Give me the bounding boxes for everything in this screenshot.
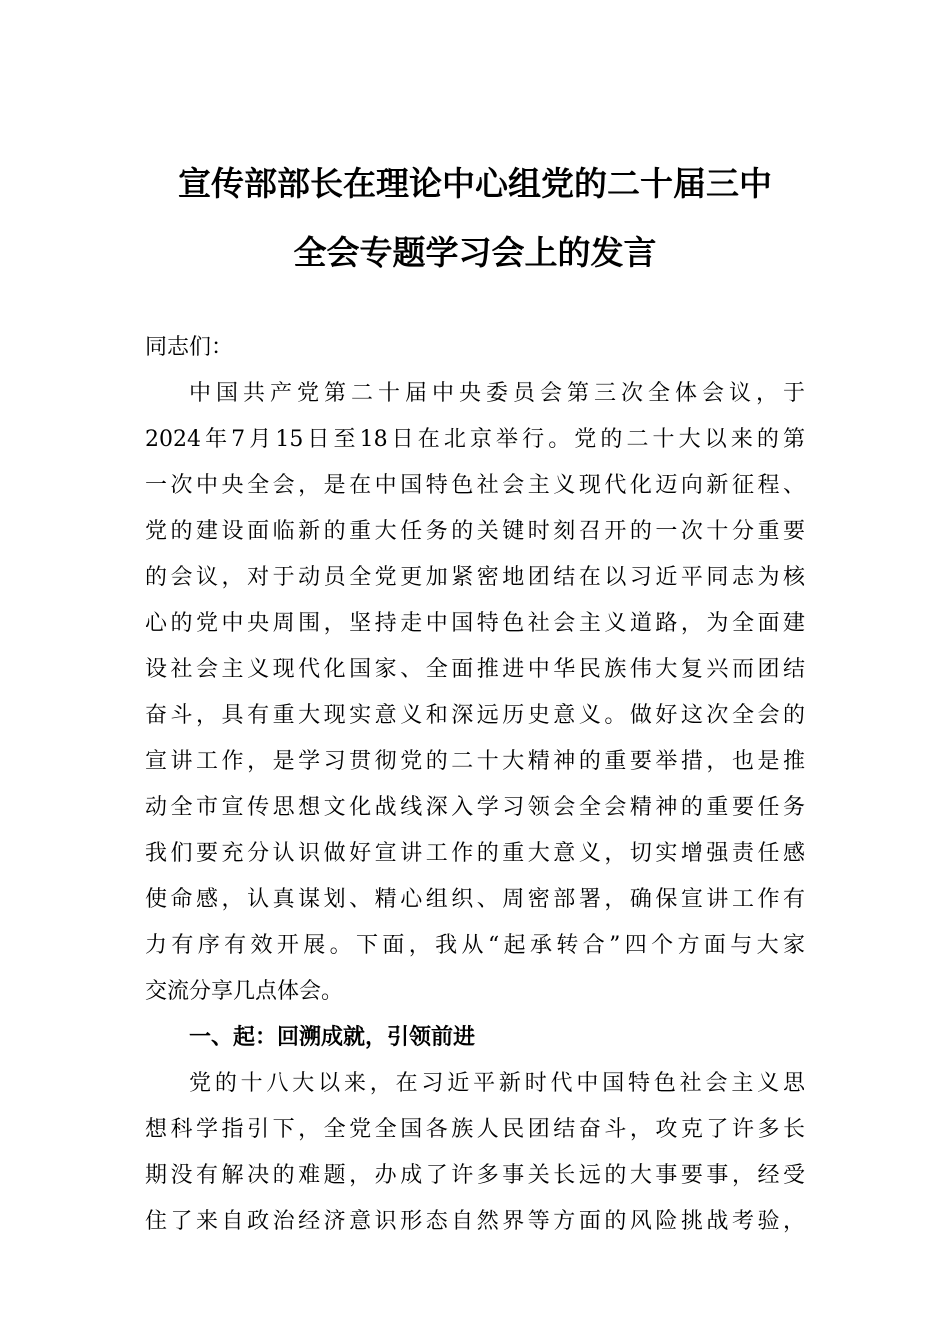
paragraph-1-line: 2024年7月15日至18日在北京举行。党的二十大以来的第 <box>145 427 805 452</box>
paragraph-2-line: 住了来自政治经济意识形态自然界等方面的风险挑战考验， <box>145 1209 805 1234</box>
document-body <box>145 325 805 1245</box>
document-title-line-2: 全会专题学习会上的发言 <box>293 233 657 272</box>
paragraph-1-line: 奋斗，具有重大现实意义和深远历史意义。做好这次全会的 <box>145 703 805 728</box>
paragraph-1-line: 宣讲工作，是学习贯彻党的二十大精神的重要举措，也是推 <box>145 749 805 774</box>
paragraph-1-line: 交流分享几点体会。 <box>145 979 344 1004</box>
paragraph-1-line: 中国共产党第二十届中央委员会第三次全体会议，于 <box>189 381 805 406</box>
paragraph-1-line: 设社会主义现代化国家、全面推进中华民族伟大复兴而团结 <box>145 657 805 682</box>
paragraph-2-line: 想科学指引下，全党全国各族人民团结奋斗，攻克了许多长 <box>145 1117 805 1142</box>
paragraph-2 <box>145 1061 805 1245</box>
paragraph-1-line: 的会议，对于动员全党更加紧密地团结在以习近平同志为核 <box>145 565 805 590</box>
paragraph-1-line: 力有序有效开展。下面，我从“起承转合”四个方面与大家 <box>145 933 805 958</box>
salutation: 同志们： <box>145 335 234 360</box>
paragraph-2-line: 期没有解决的难题，办成了许多事关长远的大事要事，经受 <box>145 1163 805 1188</box>
paragraph-1-line: 动全市宣传思想文化战线深入学习领会全会精神的重要任务 <box>145 795 805 820</box>
paragraph-1-line: 党的建设面临新的重大任务的关键时刻召开的一次十分重要 <box>145 519 805 544</box>
paragraph-1-line: 我们要充分认识做好宣讲工作的重大意义，切实增强责任感 <box>145 841 805 866</box>
paragraph-1-line: 心的党中央周围，坚持走中国特色社会主义道路，为全面建 <box>145 611 805 636</box>
document-title-line-1: 宣传部部长在理论中心组党的二十届三中 <box>178 164 772 203</box>
section-1-heading: 一、起：回溯成就，引领前进 <box>189 1025 476 1050</box>
paragraph-1 <box>145 371 805 1015</box>
paragraph-2-line: 党的十八大以来，在习近平新时代中国特色社会主义思 <box>189 1071 805 1096</box>
paragraph-1-line: 使命感，认真谋划、精心组织、周密部署，确保宣讲工作有 <box>145 887 805 912</box>
paragraph-1-line: 一次中央全会，是在中国特色社会主义现代化迈向新征程、 <box>145 473 805 498</box>
